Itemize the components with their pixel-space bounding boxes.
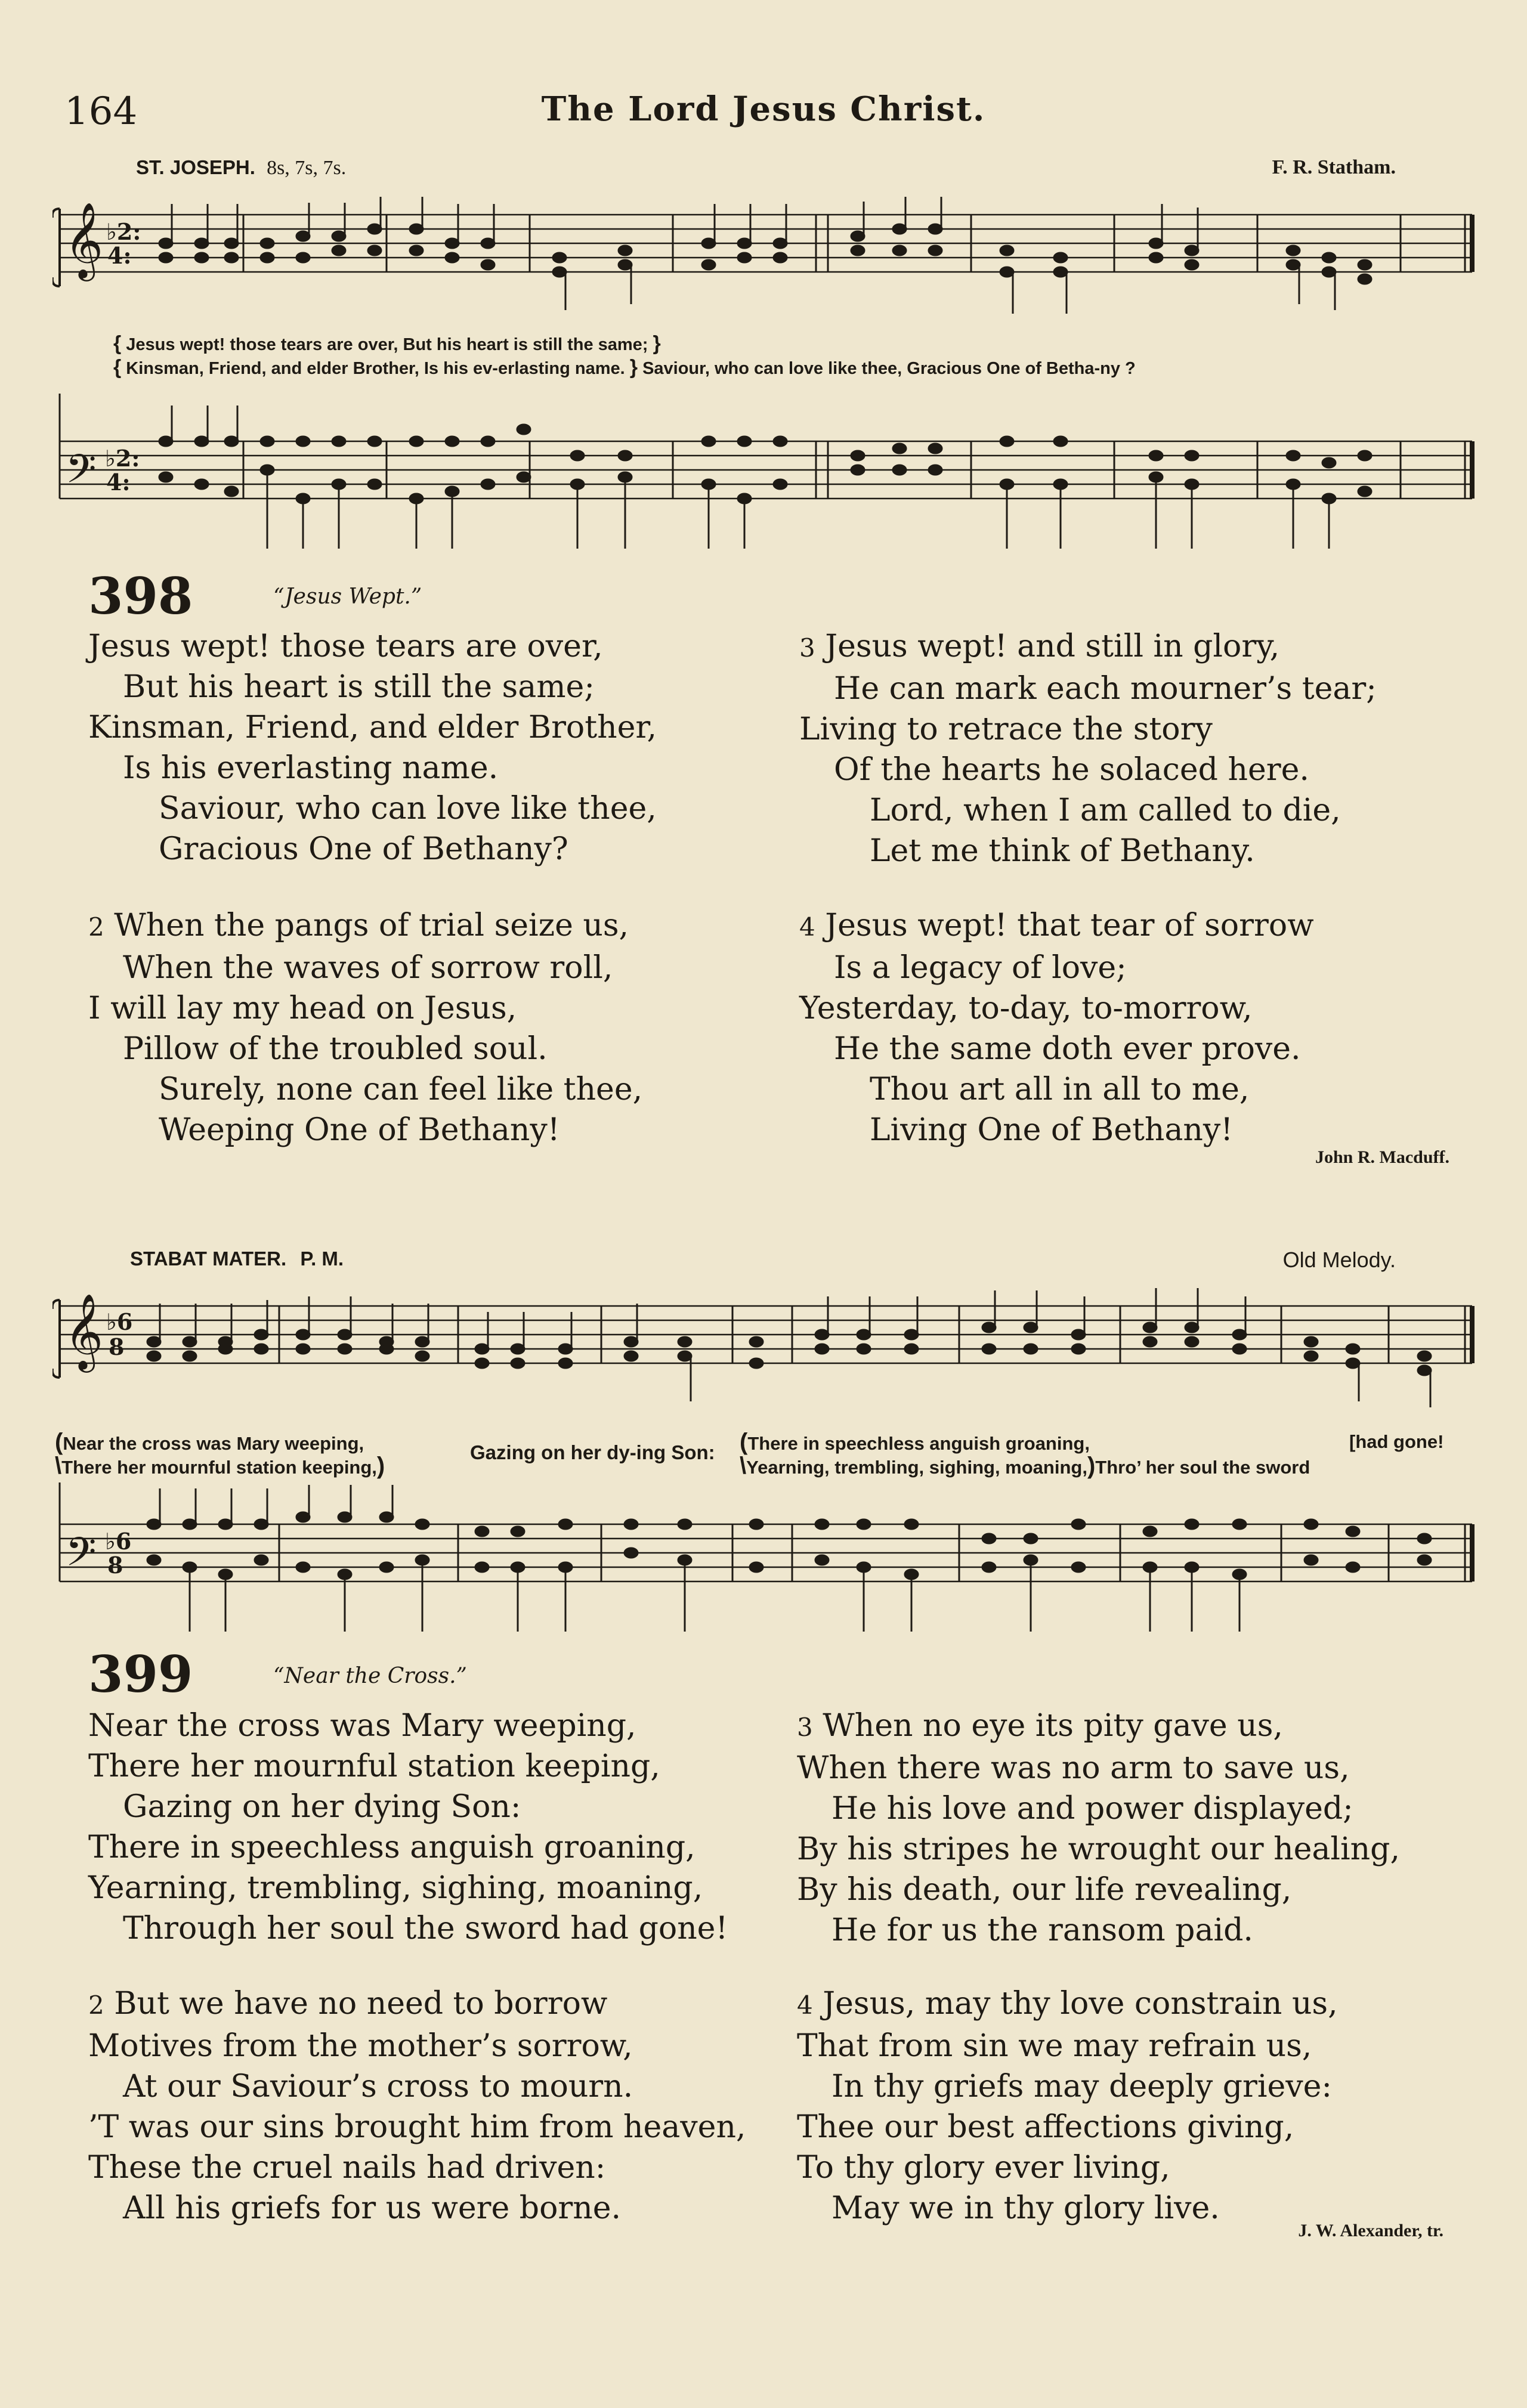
svg-text:4:: 4:	[106, 469, 131, 496]
verse-line: In thy griefs may deeply grieve:	[831, 2069, 1332, 2104]
author-398: John R. Macduff.	[1315, 1147, 1449, 1167]
verse-399-3	[797, 1706, 1483, 1951]
verse-line: May we in thy glory live.	[831, 2190, 1220, 2226]
verse-line: When the pangs of trial seize us,	[114, 908, 629, 943]
composer-399: Old Melody.	[1282, 1248, 1396, 1272]
verse-399-4	[797, 1983, 1483, 2229]
verse-line: When the waves of sorrow roll,	[123, 950, 613, 986]
score-lyrics-398-line2: { Kinsman, Friend, and elder Brother, Is his ev-erlasting name. } Saviour, who can love like thee, Gracious One of Betha-ny ?	[113, 356, 1136, 379]
verse-line: Through her soul the sword had gone!	[123, 1911, 728, 1946]
verse-line: Motives from the mother’s sorrow,	[88, 2028, 633, 2064]
lyric-line: Jesus wept! those tears are over, But his heart is still the same;	[126, 335, 648, 354]
verse-398-3	[799, 626, 1485, 871]
hymn-number-398: 398	[88, 567, 193, 626]
score-lyrics-399-line3: Gazing on her dy-ing Son:	[470, 1441, 715, 1463]
verse-line: These the cruel nails had driven:	[88, 2150, 606, 2186]
verse-line: Near the cross was Mary weeping,	[88, 1708, 636, 1744]
svg-text:8: 8	[107, 1552, 123, 1578]
verse-line: Thee our best affections giving,	[797, 2109, 1294, 2145]
svg-text:𝄞: 𝄞	[64, 1293, 104, 1369]
verse-line: Is his everlasting name.	[123, 750, 499, 786]
verse-399-1	[88, 1706, 774, 1949]
verse-line: But his heart is still the same;	[123, 669, 595, 705]
verse-line: All his griefs for us were borne.	[123, 2190, 622, 2226]
svg-text:8: 8	[109, 1333, 125, 1360]
verse-number: 4	[799, 912, 815, 942]
hymn-number-399: 399	[88, 1645, 193, 1704]
svg-text:♭6: ♭6	[105, 1528, 132, 1555]
verse-line: By his death, our life revealing,	[797, 1872, 1292, 1908]
verse-line: Yearning, trembling, sighing, moaning,	[88, 1870, 703, 1906]
verse-number: 3	[799, 633, 815, 663]
verse-line: Saviour, who can love like thee,	[159, 791, 657, 827]
verse-line: That from sin we may refrain us,	[797, 2028, 1312, 2064]
verse-line: He the same doth ever prove.	[834, 1031, 1301, 1067]
tune-meter: P. M.	[300, 1248, 344, 1270]
verse-399-2	[88, 1983, 774, 2229]
verse-line: He his love and power displayed;	[831, 1791, 1353, 1827]
svg-text:4:: 4:	[107, 242, 132, 269]
verse-398-1	[88, 626, 774, 869]
svg-text:♭2:: ♭2:	[106, 218, 141, 245]
svg-text:♭6: ♭6	[106, 1308, 133, 1335]
music-score-399-bass	[52, 1482, 1484, 1649]
verse-line: Weeping One of Bethany!	[159, 1112, 560, 1148]
verse-line: Jesus wept! that tear of sorrow	[825, 908, 1314, 943]
verse-line: Kinsman, Friend, and elder Brother,	[88, 710, 657, 745]
lyric-line: Near the cross was Mary weeping,	[63, 1433, 364, 1454]
music-score-398-bass	[52, 394, 1484, 567]
verse-number: 2	[88, 1991, 104, 2020]
lyric-line: Thro’ her soul the sword	[1095, 1457, 1310, 1478]
score-lyrics-399-line1: (Near the cross was Mary weeping,	[55, 1429, 364, 1455]
composer-398: F. R. Statham.	[1272, 156, 1396, 178]
verse-line: Gazing on her dying Son:	[123, 1789, 521, 1825]
score-lyrics-399-line4: (There in speechless anguish groaning,	[740, 1429, 1090, 1455]
verse-line: To thy glory ever living,	[797, 2150, 1170, 2186]
hymn-title-399: “Near the Cross.”	[273, 1664, 467, 1688]
music-score-398-treble	[52, 197, 1484, 328]
hymn-title-398: “Jesus Wept.”	[273, 584, 422, 609]
verse-398-2	[88, 905, 774, 1150]
lyric-line: There her mournful station keeping,	[61, 1457, 377, 1478]
verse-line: But we have no need to borrow	[114, 1986, 608, 2022]
tune-meter: 8s, 7s, 7s.	[267, 157, 347, 179]
score-lyrics-398-line1: { Jesus wept! those tears are over, But his heart is still the same; }	[113, 332, 661, 355]
verse-line: Pillow of the troubled soul.	[123, 1031, 548, 1067]
music-score-399-treble	[52, 1288, 1484, 1425]
verse-line: He can mark each mourner’s tear;	[834, 671, 1377, 707]
verse-line: I will lay my head on Jesus,	[88, 991, 517, 1026]
svg-text:♭2:: ♭2:	[105, 445, 140, 472]
verse-line: Living One of Bethany!	[870, 1112, 1234, 1148]
verse-line: He for us the ransom paid.	[831, 1912, 1253, 1948]
verse-line: Is a legacy of love;	[834, 950, 1127, 986]
verse-line: Jesus wept! and still in glory,	[825, 629, 1280, 664]
verse-number: 3	[797, 1713, 813, 1742]
verse-line: When no eye its pity gave us,	[823, 1708, 1283, 1744]
verse-line: There her mournful station keeping,	[88, 1748, 660, 1784]
verse-line: By his stripes he wrought our healing,	[797, 1831, 1400, 1867]
tune-title: ST. JOSEPH.	[136, 156, 255, 178]
page-number: 164	[64, 89, 138, 134]
verse-line: There in speechless anguish groaning,	[88, 1830, 696, 1865]
tune-name-399	[130, 1248, 344, 1270]
verse-line: At our Saviour’s cross to mourn.	[123, 2069, 633, 2104]
verse-line: Jesus wept! those tears are over,	[88, 629, 603, 664]
verse-line: Of the hearts he solaced here.	[834, 752, 1309, 788]
tune-title: STABAT MATER.	[130, 1248, 287, 1270]
verse-line: Yesterday, to-day, to-morrow,	[799, 991, 1253, 1026]
score-lyrics-399-line6: [had gone!	[1349, 1431, 1444, 1452]
lyric-line: Yearning, trembling, sighing, moaning,	[746, 1457, 1087, 1478]
verse-line: Living to retrace the story	[799, 711, 1213, 747]
score-lyrics-399-line2: \There her mournful station keeping,)	[55, 1453, 385, 1479]
verse-line: When there was no arm to save us,	[797, 1750, 1350, 1786]
score-lyrics-399-line5: \Yearning, trembling, sighing, moaning,)Thro’ her soul the sword	[740, 1453, 1310, 1479]
lyric-line: There in speechless anguish groaning,	[747, 1433, 1090, 1454]
verse-line: Jesus, may thy love constrain us,	[823, 1986, 1338, 2022]
verse-line: Gracious One of Bethany?	[159, 831, 568, 867]
verse-line: Thou art all in all to me,	[870, 1072, 1250, 1107]
verse-line: ’T was our sins brought him from heaven,	[88, 2109, 746, 2145]
author-399: J. W. Alexander, tr.	[1298, 2221, 1443, 2240]
verse-line: Let me think of Bethany.	[870, 833, 1255, 869]
tune-name-398	[136, 156, 346, 179]
lyric-line: Saviour, who can love like thee, Gracious One of Betha-ny ?	[642, 359, 1136, 378]
lyric-line: Kinsman, Friend, and elder Brother, Is his ev-erlasting name.	[126, 359, 625, 378]
verse-line: Surely, none can feel like thee,	[159, 1072, 643, 1107]
svg-text:𝄢: 𝄢	[66, 446, 97, 502]
verse-number: 4	[797, 1991, 813, 2020]
running-head: The Lord Jesus Christ.	[541, 89, 986, 129]
verse-398-4	[799, 905, 1485, 1150]
svg-text:𝄞: 𝄞	[64, 202, 104, 278]
verse-line: Lord, when I am called to die,	[870, 793, 1341, 828]
svg-text:𝄢: 𝄢	[66, 1529, 97, 1584]
verse-number: 2	[88, 912, 104, 942]
